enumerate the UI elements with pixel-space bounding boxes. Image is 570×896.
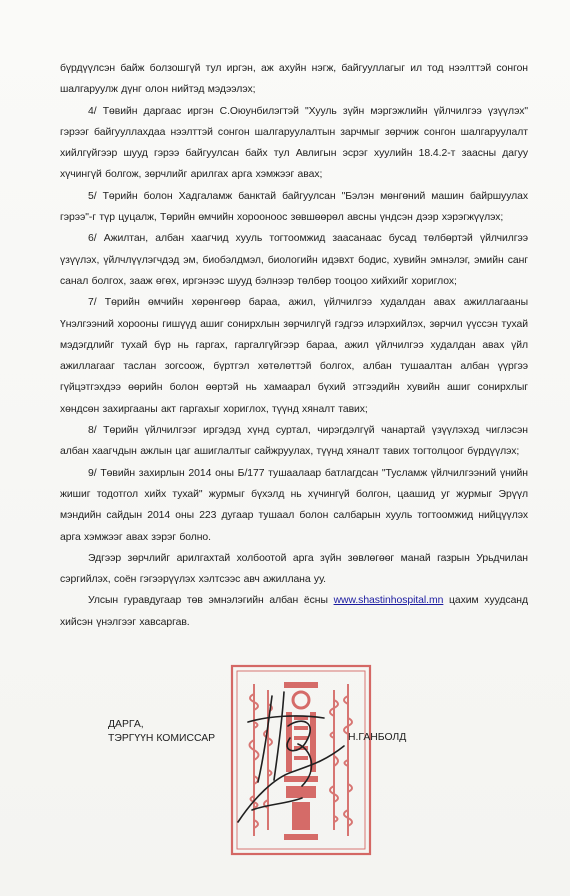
paragraph-item-8: 8/ Төрийн үйлчилгээг иргэдэд хүнд суртал, чирэгдэлгүй чанартай үзүүлэхэд чиглэсэн албан хаагчдын ажлын цаг ашиглалтыг сайжруулах, түүнд хяналт тавих тогтолцоог бүрдүүлэх; <box>60 425 528 458</box>
paragraph-item-9: 9/ Төвийн захирлын 2014 оны Б/177 тушаалаар батлагдсан "Тусламж үйлчилгээний үнийн жишиг тодотгол хийх тухай" журмыг бүхэлд нь хүчингүй болгон, цаашид уг журмыг Эрүүл мэндийн сайдын 2014 оны 223 дугаар тушаал болон салбарын хууль тогтоомжид нийцүүлэх арга хэмжээг авах зэрэг болно. <box>60 467 528 543</box>
signatory-name: Н.ГАНБОЛД <box>348 732 407 743</box>
hospital-website-link[interactable]: www.shastinhospital.mn <box>333 595 444 607</box>
paragraph-methodology: Эдгээр зөрчлийг арилгахтай холбоотой арга зүйн зөвлөгөөг манай газрын Урьдчилан сэргийлэх, соён гэгээрүүлэх хэлтсээс авч ажиллана уу. <box>60 552 528 586</box>
paragraph-item-7: 7/ Төрийн өмчийн хөрөнгөөр бараа, ажил, үйлчилгээ худалдан авах ажиллагааны Үнэлгээний хорооны гишүүд ашиг сонирхлын зөрчилгүй гэдгээ илэрхийлэх, зөрчил үүссэн тухай мэдэгдлийг тухай бүр нь гаргах, гаргалгүйгээр бараа, ажил үйлчилгээ худалдан авах үйл ажиллагааг таслан зогсоож, бүртгэл хөтөлөттэй болгох, албан тушаалтан албан үүргээ гүйцэтгэхдээ өөрийн болон өөртэй нь хамаарал бүхий этгээдийн хувийн ашиг сонирхлыг хөндсөн захиргааны акт гаргахыг хориглох, түүнд хяналт тавих; <box>60 297 528 415</box>
paragraph-item-5: 5/ Төрийн болон Хадгаламж банктай байгуулсан "Бэлэн мөнгөний машин байршуулах гэрээ"-г түр цуцалж, Төрийн өмчийн хорооноос зөвшөөрөл авсны үндсэн дээр хэрэгжүүлэх; <box>60 190 528 224</box>
document-body <box>60 58 528 633</box>
paragraph-continuation: бүрдүүлсэн байж болзошгүй тул иргэн, аж ахуйн нэгж, байгууллагыг ил тод нээлттэй сонгон шалгаруулж дүнг олон нийтэд мэдээлэх; <box>60 63 528 96</box>
paragraph-item-4: 4/ Төвийн даргаас иргэн С.Оюунбилэгтэй "Хууль зүйн мэргэжлийн үйлчилгээ үзүүлэх" гэрээг байгууллахдаа нээлттэй сонгон шалгаруулалтын зарчмыг зөрчиж сонгон шалгаруулалт хийлгүйгээр шууд гэрээ байгуулсан байх тул Авлигын эсрэг хуулийн 18.4.2-т заасны дагуу хүчингүй болгож, зөрчлийг арилгах арга хэмжээг авах; <box>60 105 528 181</box>
paragraph-closing <box>60 590 528 633</box>
handwritten-signature <box>228 686 348 826</box>
closing-text-after: цахим хуудсанд хийсэн үнэлгээг хавсаргав. <box>60 595 529 628</box>
signatory-title-line1: ДАРГА, <box>108 719 144 730</box>
closing-text-before: Улсын гуравдугаар төв эмнэлэгийн албан ёсны <box>88 595 334 607</box>
signatory-title-line2: ТЭРГҮҮН КОМИССАР <box>108 733 216 744</box>
signatory-title <box>108 718 215 746</box>
paragraph-item-6: 6/ Ажилтан, албан хаагчид хууль тогтоомжид заасанаас бусад төлбөртэй үйлчилгээ үзүүлэх, үйлчлүүлэгчдэд эм, биобэлдмэл, биологийн идэвхт бодис, хувийн эмнэлэг, эмийн санг санал болгох, зааж өгөх, иргэнээс шууд бэлнээр төлбөр тооцоо хийхийг хориглох; <box>60 233 528 287</box>
